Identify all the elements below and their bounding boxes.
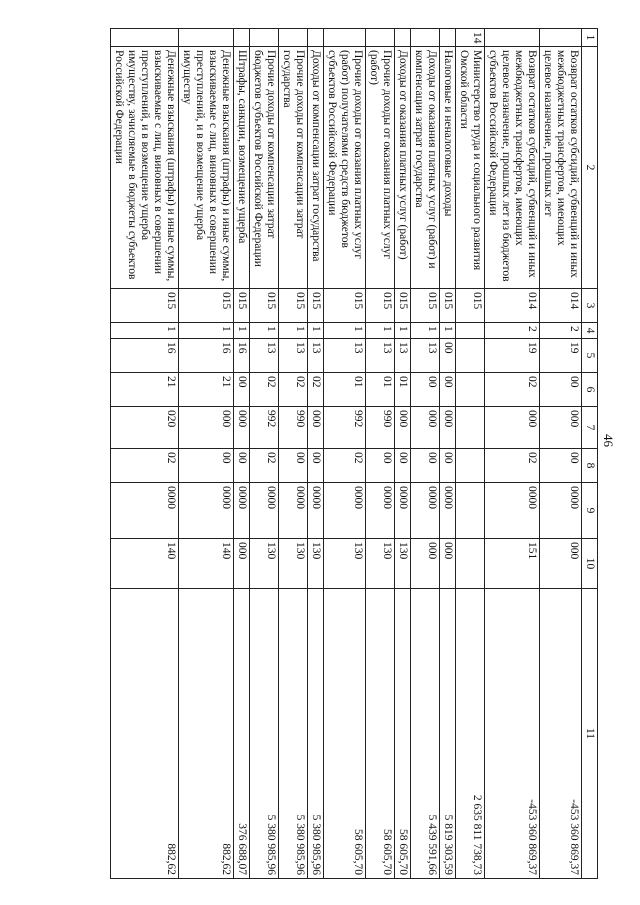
code-cell: 000 [234, 539, 250, 589]
code-cell: 130 [395, 539, 411, 589]
code-cell: 00 [411, 449, 440, 483]
code-cell: 000 [540, 407, 582, 449]
code-cell: 00 [234, 373, 250, 407]
amount-cell: 376 688,07 [234, 589, 250, 879]
code-cell: 1 [324, 323, 366, 339]
code-cell: 000 [234, 407, 250, 449]
column-header: 3 [582, 289, 598, 323]
row-number-cell [440, 29, 456, 47]
code-cell: 990 [366, 407, 395, 449]
code-cell: 000 [440, 407, 456, 449]
code-cell: 000 [540, 539, 582, 589]
code-cell: 140 [111, 539, 179, 589]
code-cell: 16 [111, 339, 179, 373]
row-number-cell [540, 29, 582, 47]
column-header: 8 [582, 449, 598, 483]
table-row [250, 29, 279, 879]
code-cell: 015 [324, 289, 366, 323]
code-cell: 2 [540, 323, 582, 339]
code-cell: 020 [111, 407, 179, 449]
code-cell [456, 323, 485, 339]
code-cell: 1 [279, 323, 308, 339]
column-number-row [582, 29, 598, 879]
code-cell: 992 [324, 407, 366, 449]
code-cell: 000 [395, 407, 411, 449]
table-row [366, 29, 395, 879]
code-cell: 000 [440, 539, 456, 589]
code-cell: 13 [324, 339, 366, 373]
code-cell: 0000 [250, 483, 279, 539]
code-cell: 00 [440, 373, 456, 407]
code-cell: 00 [234, 449, 250, 483]
code-cell: 0000 [308, 483, 324, 539]
code-cell: 130 [279, 539, 308, 589]
code-cell: 1 [234, 323, 250, 339]
code-cell: 00 [440, 339, 456, 373]
table-row [456, 29, 485, 879]
code-cell: 000 [308, 407, 324, 449]
row-number-cell [250, 29, 279, 47]
row-number-cell [279, 29, 308, 47]
code-cell: 0000 [440, 483, 456, 539]
amount-cell: 5 439 591,66 [411, 589, 440, 879]
code-cell: 02 [324, 449, 366, 483]
code-cell: 16 [179, 339, 234, 373]
code-cell: 0000 [411, 483, 440, 539]
code-cell: 01 [395, 373, 411, 407]
row-number-cell [324, 29, 366, 47]
code-cell: 01 [324, 373, 366, 407]
table-row [308, 29, 324, 879]
row-name-cell: Денежные взыскания (штрафы) и иные суммы, взыскиваемые с лиц, виновных в совершении преступлений, и в возмещение ущерба имуществу [179, 47, 234, 289]
code-cell: 1 [411, 323, 440, 339]
code-cell: 19 [540, 339, 582, 373]
amount-cell: 5 380 985,96 [308, 589, 324, 879]
column-header: 11 [582, 589, 598, 879]
row-number-cell: 14 [456, 29, 485, 47]
amount-cell: 2 635 811 738,73 [456, 589, 485, 879]
code-cell: 1 [179, 323, 234, 339]
code-cell: 000 [485, 407, 540, 449]
code-cell [456, 539, 485, 589]
amount-cell: 5 819 303,59 [440, 589, 456, 879]
row-number-cell [234, 29, 250, 47]
code-cell: 130 [366, 539, 395, 589]
code-cell: 015 [366, 289, 395, 323]
code-cell: 0000 [111, 483, 179, 539]
code-cell: 13 [308, 339, 324, 373]
code-cell [456, 483, 485, 539]
code-cell: 02 [279, 373, 308, 407]
code-cell: 015 [440, 289, 456, 323]
code-cell: 00 [411, 373, 440, 407]
code-cell: 992 [250, 407, 279, 449]
code-cell: 0000 [540, 483, 582, 539]
column-header: 4 [582, 323, 598, 339]
code-cell: 00 [179, 449, 234, 483]
row-number-cell [366, 29, 395, 47]
table-row [324, 29, 366, 879]
rotated-content [80, 28, 620, 878]
amount-cell: 882,62 [111, 589, 179, 879]
code-cell: 0000 [485, 483, 540, 539]
code-cell: 13 [411, 339, 440, 373]
row-name-cell: Министерство труда и социального развития Омской области [456, 47, 485, 289]
code-cell [456, 339, 485, 373]
row-name-cell: Штрафы, санкции, возмещение ущерба [234, 47, 250, 289]
code-cell: 13 [395, 339, 411, 373]
code-cell: 16 [234, 339, 250, 373]
code-cell: 015 [179, 289, 234, 323]
table-row [234, 29, 250, 879]
code-cell: 000 [179, 407, 234, 449]
code-cell: 1 [250, 323, 279, 339]
code-cell: 1 [440, 323, 456, 339]
column-header: 2 [582, 47, 598, 289]
code-cell: 0000 [395, 483, 411, 539]
code-cell: 00 [308, 449, 324, 483]
code-cell: 02 [250, 373, 279, 407]
row-name-cell: Доходы от оказания платных услуг (работ) [395, 47, 411, 289]
amount-cell: 5 380 985,96 [279, 589, 308, 879]
code-cell: 015 [234, 289, 250, 323]
row-name-cell: Прочие доходы от оказания платных услуг (работ) получателями средств бюджетов субъектов Российской Федерации [324, 47, 366, 289]
code-cell: 990 [279, 407, 308, 449]
table-row [279, 29, 308, 879]
code-cell: 0000 [179, 483, 234, 539]
code-cell: 1 [395, 323, 411, 339]
row-name-cell: Возврат остатков субсидий, субвенций и иных межбюджетных трансфертов, имеющих целевое назначение, прошлых лет [540, 47, 582, 289]
amount-cell: 882,62 [179, 589, 234, 879]
code-cell: 00 [366, 449, 395, 483]
code-cell: 0000 [366, 483, 395, 539]
row-number-cell [395, 29, 411, 47]
column-header: 5 [582, 339, 598, 373]
table-row [485, 29, 540, 879]
amount-cell: 58 605,70 [366, 589, 395, 879]
code-cell: 1 [111, 323, 179, 339]
row-number-cell [111, 29, 179, 47]
code-cell: 151 [485, 539, 540, 589]
code-cell: 02 [485, 449, 540, 483]
code-cell [456, 407, 485, 449]
table-row [411, 29, 440, 879]
table-row [179, 29, 234, 879]
code-cell: 015 [308, 289, 324, 323]
code-cell: 015 [456, 289, 485, 323]
code-cell: 015 [279, 289, 308, 323]
code-cell: 02 [308, 373, 324, 407]
amount-cell: -453 360 869,37 [540, 589, 582, 879]
amount-cell: 58 605,70 [395, 589, 411, 879]
code-cell: 1 [308, 323, 324, 339]
code-cell: 00 [440, 449, 456, 483]
code-cell: 015 [411, 289, 440, 323]
code-cell: 015 [111, 289, 179, 323]
column-header: 9 [582, 483, 598, 539]
row-number-cell [179, 29, 234, 47]
column-header: 10 [582, 539, 598, 589]
row-name-cell: Доходы от оказания платных услуг (работ) и компенсации затрат государства [411, 47, 440, 289]
code-cell: 13 [366, 339, 395, 373]
code-cell: 0000 [234, 483, 250, 539]
code-cell: 130 [308, 539, 324, 589]
column-header: 7 [582, 407, 598, 449]
code-cell: 02 [250, 449, 279, 483]
code-cell: 2 [485, 323, 540, 339]
row-name-cell: Прочие доходы от оказания платных услуг (работ) [366, 47, 395, 289]
row-number-cell [411, 29, 440, 47]
code-cell: 000 [411, 539, 440, 589]
column-header: 1 [582, 29, 598, 47]
code-cell: 1 [366, 323, 395, 339]
code-cell: 014 [540, 289, 582, 323]
row-number-cell [485, 29, 540, 47]
row-number-cell [308, 29, 324, 47]
table-row [395, 29, 411, 879]
column-header: 6 [582, 373, 598, 407]
code-cell: 00 [540, 373, 582, 407]
code-cell: 130 [324, 539, 366, 589]
code-cell: 02 [111, 449, 179, 483]
code-cell: 014 [485, 289, 540, 323]
code-cell: 00 [279, 449, 308, 483]
amount-cell: -453 360 869,37 [485, 589, 540, 879]
page-number: 46 [601, 434, 616, 447]
row-name-cell: Прочие доходы от компенсации затрат бюджетов субъектов Российской Федерации [250, 47, 279, 289]
code-cell [456, 373, 485, 407]
row-name-cell: Прочие доходы от компенсации затрат государства [279, 47, 308, 289]
code-cell: 000 [411, 407, 440, 449]
row-name-cell: Налоговые и неналоговые доходы [440, 47, 456, 289]
table-row [440, 29, 456, 879]
code-cell: 130 [250, 539, 279, 589]
row-name-cell: Доходы от компенсации затрат государства [308, 47, 324, 289]
table-row [111, 29, 179, 879]
row-name-cell: Возврат остатков субсидий, субвенций и иных межбюджетных трансфертов, имеющих целевое назначение, прошлых лет из бюджетов субъектов Российской Федерации [485, 47, 540, 289]
code-cell: 02 [485, 373, 540, 407]
code-cell: 19 [485, 339, 540, 373]
code-cell: 13 [279, 339, 308, 373]
code-cell: 00 [395, 449, 411, 483]
code-cell: 21 [179, 373, 234, 407]
code-cell: 015 [250, 289, 279, 323]
code-cell: 140 [179, 539, 234, 589]
amount-cell: 5 380 985,96 [250, 589, 279, 879]
code-cell: 0000 [279, 483, 308, 539]
code-cell: 00 [540, 449, 582, 483]
code-cell: 01 [366, 373, 395, 407]
code-cell [456, 449, 485, 483]
code-cell: 21 [111, 373, 179, 407]
table-row [540, 29, 582, 879]
code-cell: 015 [395, 289, 411, 323]
code-cell: 13 [250, 339, 279, 373]
row-name-cell: Денежные взыскания (штрафы) и иные суммы, взыскиваемые с лиц, виновных в совершении преступлений, и в возмещение ущерба имуществу, зачисляемые в бюджеты субъектов Российской Федерации [111, 47, 179, 289]
amount-cell: 58 605,70 [324, 589, 366, 879]
code-cell: 0000 [324, 483, 366, 539]
budget-table [110, 28, 598, 879]
